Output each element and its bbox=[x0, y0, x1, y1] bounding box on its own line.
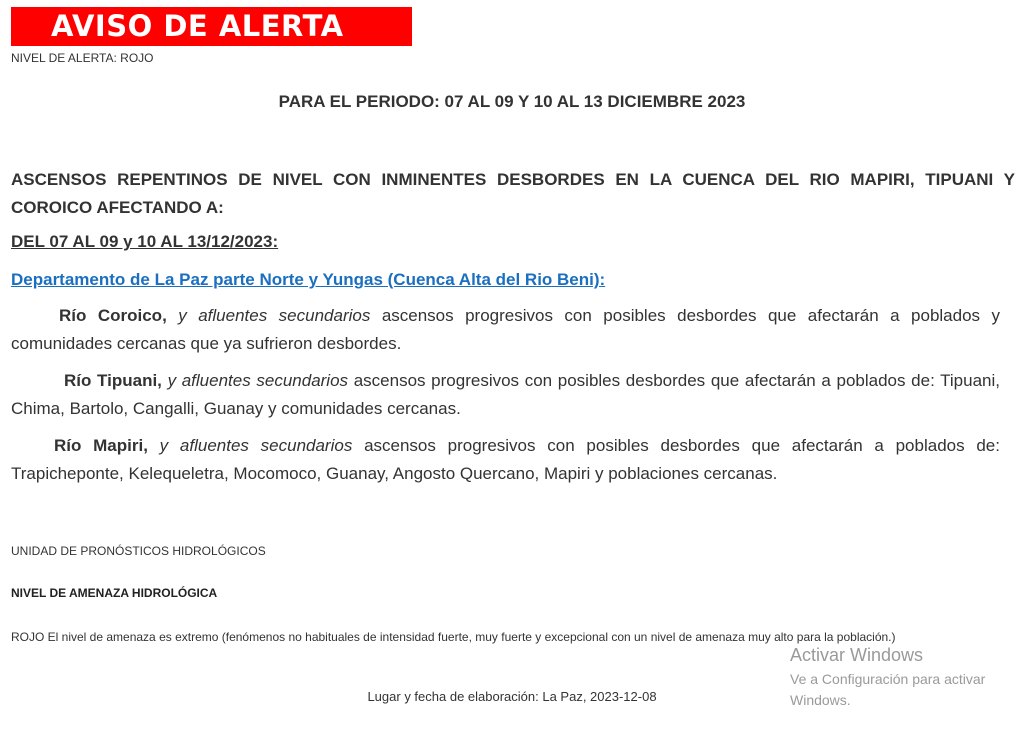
activation-watermark-text: Ve a Configuración para activar Windows. bbox=[790, 671, 986, 708]
place-date: Lugar y fecha de elaboración: La Paz, 2023-12-08 bbox=[367, 689, 657, 704]
alert-banner: AVISO DE ALERTA bbox=[11, 7, 412, 46]
river-name: Río Coroico, bbox=[59, 306, 167, 325]
river-description: ascensos progresivos con posibles desbordes que afectarán a poblados de: Tipuani, Chima, Bartolo, Cangalli, Guanay y comunidades cercanas. bbox=[11, 371, 1000, 418]
river-description: ascensos progresivos con posibles desbordes que afectarán a poblados y comunidades cercanas que ya sufrieron desbordes. bbox=[11, 306, 1001, 353]
unit-name: UNIDAD DE PRONÓSTICOS HIDROLÓGICOS bbox=[11, 544, 266, 558]
period-heading: PARA EL PERIODO: 07 AL 09 Y 10 AL 13 DICIEMBRE 2023 bbox=[278, 92, 746, 111]
river-tipuani bbox=[11, 367, 1000, 423]
river-description: ascensos progresivos con posibles desbordes que afectarán a poblados de: Trapicheponte, Kelequeletra, Mocomoco, Guanay, Angosto Quercano, Mapiri y poblaciones cercanas. bbox=[11, 436, 1000, 483]
alert-level: NIVEL DE ALERTA: ROJO bbox=[11, 51, 154, 65]
threat-title: NIVEL DE AMENAZA HIDROLÓGICA bbox=[11, 586, 218, 600]
threat-description: ROJO El nivel de amenaza es extremo (fenómenos no habituales de intensidad fuerte, muy fuerte y excepcional con un nivel de amenaza muy alto para la población.) bbox=[11, 630, 896, 644]
river-tributaries: y afluentes secundarios bbox=[167, 371, 349, 390]
river-mapiri bbox=[11, 432, 1000, 488]
river-name: Río Mapiri, bbox=[54, 436, 148, 455]
headline: ASCENSOS REPENTINOS DE NIVEL CON INMINENTES DESBORDES EN LA CUENCA DEL RIO MAPIRI, TIPUANI Y COROICO AFECTANDO A: bbox=[11, 170, 1015, 217]
river-tributaries: y afluentes secundarios bbox=[159, 436, 353, 455]
river-name: Río Tipuani, bbox=[64, 371, 162, 390]
river-tributaries: y afluentes secundarios bbox=[178, 306, 371, 325]
activation-watermark-title: Activar Windows bbox=[790, 645, 924, 665]
date-range: DEL 07 AL 09 y 10 AL 13/12/2023: bbox=[11, 232, 279, 251]
department-link[interactable]: Departamento de La Paz parte Norte y Yungas (Cuenca Alta del Rio Beni): bbox=[11, 270, 606, 289]
river-coroico bbox=[11, 302, 1000, 358]
